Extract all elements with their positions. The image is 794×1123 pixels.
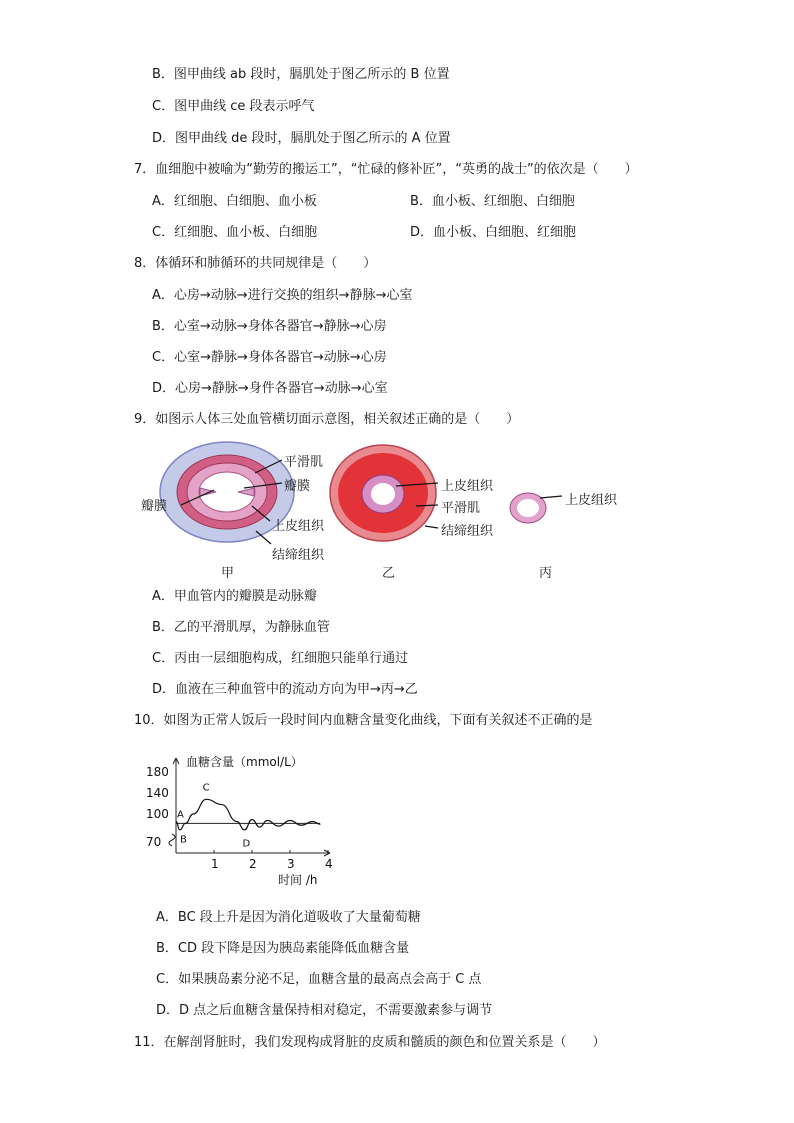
label-jia-connective: 结缔组织 [272, 548, 325, 563]
label-jia-valve-right: 瓣膜 [284, 479, 311, 494]
label-yi: 乙 [382, 566, 396, 581]
x-tick-label: 1 [211, 857, 219, 871]
label-yi-connective: 结缔组织 [441, 524, 494, 539]
q10-option-d: D．D 点之后血糖含量保持相对稳定，不需要激素参与调节 [156, 1003, 493, 1018]
label-jia: 甲 [221, 566, 235, 581]
q10-option-b: B．CD 段下降是因为胰岛素能降低血糖含量 [156, 941, 410, 956]
q6-option-d: D．图甲曲线 de 段时，膈肌处于图乙所示的 A 位置 [152, 131, 451, 146]
axis-break [169, 834, 175, 846]
y-tick-label: 100 [146, 807, 169, 821]
q7-option-b: B．血小板、红细胞、白细胞 [410, 194, 575, 209]
q9-option-c: C．丙由一层细胞构成，红细胞只能单行通过 [152, 651, 409, 666]
q10-stem: 10．如图为正常人饭后一段时间内血糖含量变化曲线，下面有关叙述不正确的是 [134, 713, 593, 728]
q10-option-a: A．BC 段上升是因为消化道吸收了大量葡萄糖 [156, 910, 421, 925]
label-jia-epithelium: 上皮组织 [272, 519, 325, 534]
q7-stem: 7．血细胞中被喻为“勤劳的搬运工”，“忙碌的修补匠”，“英勇的战士”的依次是（ ） [134, 162, 638, 177]
y-tick-label: 180 [146, 765, 169, 779]
label-yi-muscle: 平滑肌 [441, 501, 481, 516]
y-tick-label: 140 [146, 786, 169, 800]
q10-option-c: C．如果胰岛素分泌不足，血糖含量的最高点会高于 C 点 [156, 972, 482, 987]
x-tick-label: 2 [249, 857, 257, 871]
y-axis-title: 血糖含量（mmol/L） [186, 755, 303, 769]
q8-option-d: D．心房→静脉→身件各器官→动脉→心室 [152, 381, 388, 396]
q9-option-d: D．血液在三种血管中的流动方向为甲→丙→乙 [152, 682, 418, 697]
bing-lumen [517, 499, 539, 517]
q7-option-d: D．血小板、白细胞、红细胞 [410, 225, 577, 240]
label-bing-epithelium: 上皮组织 [565, 493, 618, 508]
q8-option-b: B．心室→动脉→身体各器官→静脉→心房 [152, 319, 387, 334]
label-jia-muscle: 平滑肌 [284, 455, 324, 470]
q9-option-b: B．乙的平滑肌厚，为静脉血管 [152, 620, 330, 635]
q11-stem: 11．在解剖肾脏时，我们发现构成肾脏的皮质和髓质的颜色和位置关系是（ ） [134, 1035, 606, 1050]
point-label-a: A [177, 809, 184, 821]
q6-option-b: B．图甲曲线 ab 段时，膈肌处于图乙所示的 B 位置 [152, 67, 450, 82]
label-yi-epithelium: 上皮组织 [441, 479, 494, 494]
label-jia-valve-left: 瓣膜 [141, 499, 168, 514]
q7-option-a: A．红细胞、白细胞、血小板 [152, 194, 317, 209]
q8-option-a: A．心房→动脉→进行交换的组织→静脉→心室 [152, 288, 413, 303]
x-tick-label: 3 [287, 857, 295, 871]
blood-glucose-chart [140, 750, 350, 890]
x-tick-label: 4 [325, 857, 333, 871]
y-tick-label: 70 [146, 835, 162, 849]
q9-stem: 9．如图示人体三处血管横切面示意图，相关叙述正确的是（ ） [134, 412, 520, 427]
q8-stem: 8．体循环和肺循环的共同规律是（ ） [134, 256, 377, 271]
point-label-d: D [242, 838, 251, 850]
yi-lumen [371, 483, 395, 505]
glucose-curve [176, 799, 320, 830]
q9-option-a: A．甲血管内的瓣膜是动脉瓣 [152, 589, 317, 604]
point-label-b: B [180, 834, 187, 846]
q6-option-c: C．图甲曲线 ce 段表示呼气 [152, 99, 315, 114]
point-label-c: C [202, 782, 210, 794]
x-axis-title: 时间 /h [278, 873, 318, 887]
label-bing: 丙 [539, 566, 553, 581]
q8-option-c: C．心室→静脉→身体各器官→动脉→心房 [152, 350, 387, 365]
q7-option-c: C．红细胞、血小板、白细胞 [152, 225, 318, 240]
